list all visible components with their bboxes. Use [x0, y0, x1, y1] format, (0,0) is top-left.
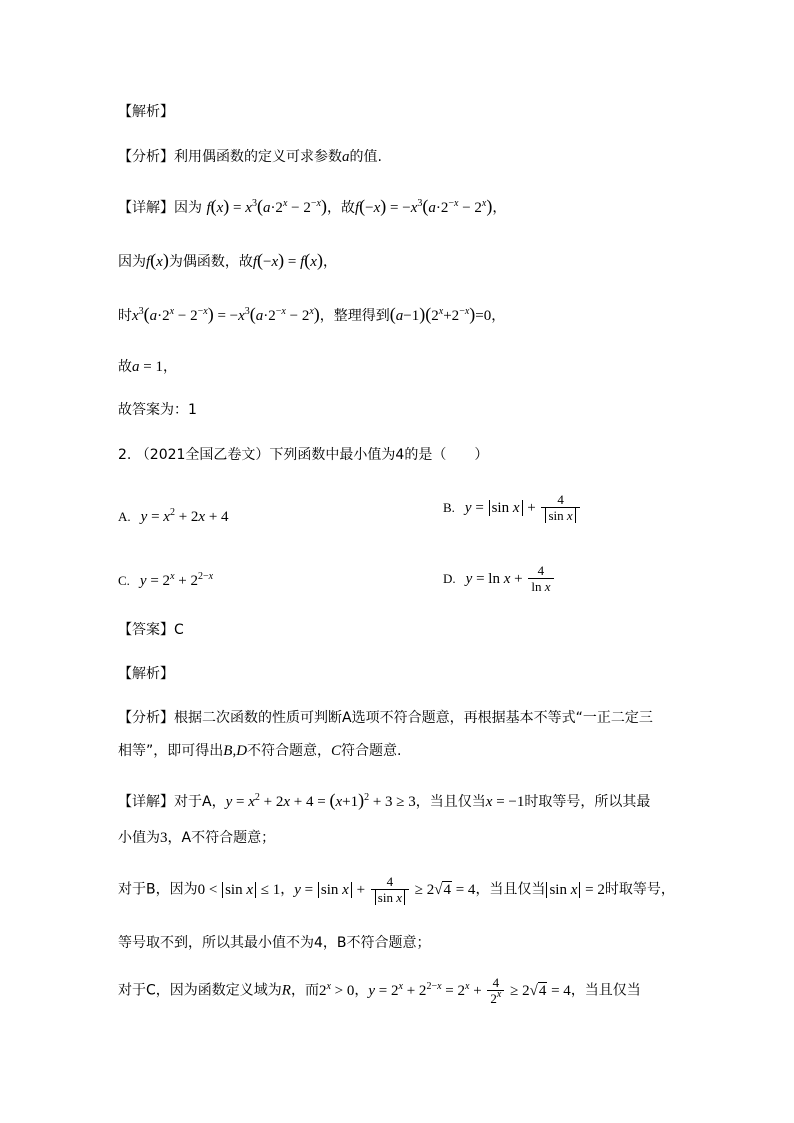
answer-line: 【答案】C — [118, 622, 184, 638]
detail-paragraph-2: 因为f(x)为偶函数，故f(−x) = f(x)， — [118, 250, 337, 270]
answer-statement: 故答案为：1 — [118, 402, 197, 418]
detail-paragraph-1: 【详解】因为 $f(x) = x^3(a\cdot 2^x - 2^{-x})$，故$f(-x) = -x^3(a\cdot 2^{-x} - 2^x)$， — [118, 196, 507, 216]
option-b: B. y = sin x + $\frac{4}{\text{sin x}}$ — [443, 493, 582, 524]
analysis-paragraph-2-line2: 相等”，即可得出B,D不符合题意，C符合题意. — [118, 743, 402, 759]
analysis-paragraph-2: 【分析】根据二次函数的性质可判断A选项不符合题意，再根据基本不等式“一正二定三 — [118, 710, 653, 726]
formula-f-neg-x: $f(-x) = -x^3(a\cdot 2^{-x} - 2^x)$ — [354, 196, 493, 216]
detail-b: 对于B，因为0 < sin x ≤ 1，y = sin x + $\frac{4}{\text{sin x}}$ ≥ 2√4 = 4，当且仅当 sin x = 2时取等号， — [118, 874, 675, 906]
option-d: D. y = ln x + $\frac{4}{\text{ln x}}$ — [443, 564, 556, 595]
option-a: A. $y = x^2 + 2x + 4$ — [118, 507, 229, 525]
detail-paragraph-3: 时$x^3(a\cdot 2^x - 2^{-x}) = -x^3(a\cdot 2^{-x} - 2^x)$，整理得到$(a-1)(2^x+2^{-x})=0$， — [118, 304, 506, 324]
question-2-stem: 2. （2021全国乙卷文）下列函数中最小值为4的是（ ） — [118, 447, 489, 463]
detail-a: 【详解】对于A，$y = x^2 + 2x + 4 = (x+1)^2 + 3 \ge 3$，当且仅当x = −1时取等号，所以其最 — [118, 790, 651, 810]
detail-c: 对于C，因为函数定义域为R，而$2^x > 0$，$y = 2^x + 2^{2-x} = 2^x$ + $\frac{4}{2^x}$ ≥ 2√4 = 4，当且仅当 — [118, 975, 641, 1007]
option-c: C. $y = 2^x + 2^{2-x}$ — [118, 571, 214, 589]
detail-a-line2: 小值为3，A不符合题意； — [118, 830, 276, 846]
heading-jiexi-2: 【解析】 — [118, 666, 174, 682]
analysis-label: 【分析】 — [118, 149, 174, 165]
detail-paragraph-4: 故a = 1， — [118, 359, 177, 375]
detail-b-line2: 等号取不到，所以其最小值不为4，B不符合题意； — [118, 935, 431, 951]
heading-jiexi: 【解析】 — [118, 104, 174, 120]
analysis-paragraph: 【分析】利用偶函数的定义可求参数a的值. — [118, 149, 382, 165]
formula-f-x: $f(x) = x^3(a\cdot 2^x - 2^{-x})$ — [206, 196, 327, 216]
detail-label: 【详解】 — [118, 200, 174, 216]
